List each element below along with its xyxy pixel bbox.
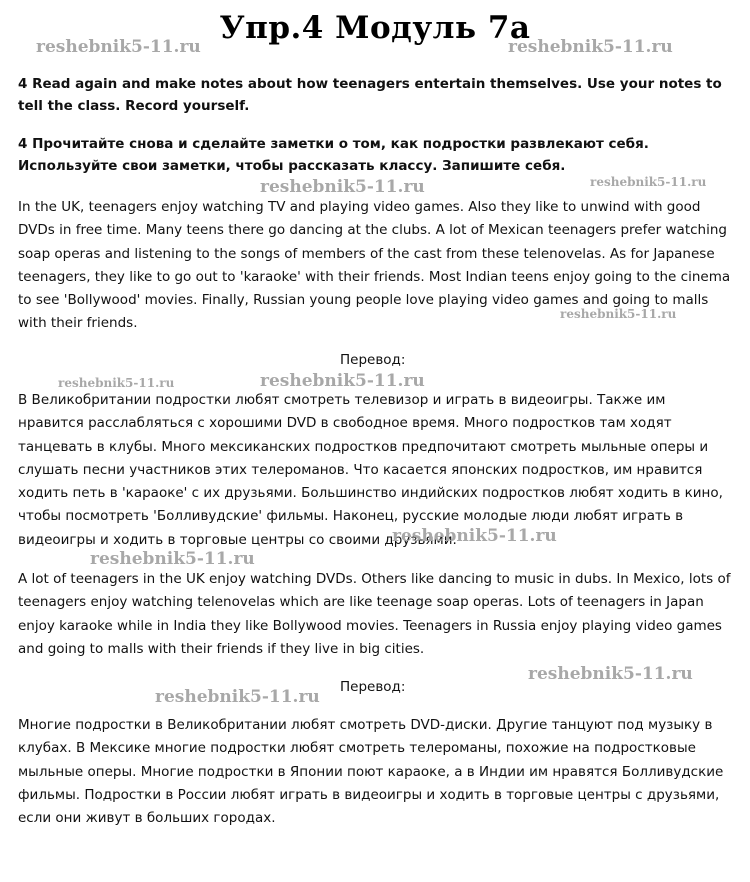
watermark: reshebnik5-11.ru (36, 37, 201, 57)
answer2-russian: Многие подростки в Великобритании любят смотреть DVD-диски. Другие танцуют под музыку в клубах. В Мексике многие подростки любят смотреть телероманы, похожие на подростковые мыльные оперы. Многие подростки в Японии поют караоке, а в Индии им нравятся Болливудские фильмы. Подростки в России любят играть в видеоигры и ходить в торговые центры с друзьями, если они живут в больших городах. (18, 717, 724, 827)
translation-label-2: Перевод: (340, 679, 406, 695)
task-english: 4 Read again and make notes about how teenagers entertain themselves. Use your notes to tell the class. Record yourself. (18, 76, 722, 114)
answer1-english: In the UK, teenagers enjoy watching TV and playing video games. Also they like to unwind with good DVDs in free time. Many teens there go dancing at the clubs. A lot of Mexican teenagers prefer watching soap operas and listening to the songs of members of the cast from these telenovelas. As for Japanese teenagers, they like to go out to 'karaoke' with their friends. Most Indian teens enjoy going to the cinema to see 'Bollywood' movies. Finally, Russian young people love playing video games and going to malls with their friends. (18, 199, 731, 332)
watermark: reshebnik5-11.ru (260, 371, 425, 391)
watermark: reshebnik5-11.ru (392, 526, 557, 546)
watermark: reshebnik5-11.ru (58, 376, 175, 390)
task-russian: 4 Прочитайте снова и сделайте заметки о том, как подростки развлекают себя. Используйте свои заметки, чтобы рассказать классу. Запишите себя. (18, 136, 649, 174)
watermark: reshebnik5-11.ru (528, 664, 693, 684)
watermark: reshebnik5-11.ru (590, 175, 707, 189)
watermark: reshebnik5-11.ru (155, 687, 320, 707)
answer1-russian: В Великобритании подростки любят смотреть телевизор и играть в видеоигры. Также им нравится расслабляться с хорошими DVD в свободное время. Много подростков там ходят танцевать в клубы. Много мексиканских подростков предпочитают смотреть мыльные оперы и слушать песни участников этих телероманов. Что касается японских подростков, им нравится ходить петь в 'караоке' с их друзьями. Большинство индийских подростков любят ходить в кино, чтобы посмотреть 'Болливудские' фильмы. Наконец, русские молодые люди любят играть в видеоигры и ходить в торговые центры со своими друзьями. (18, 392, 723, 548)
watermark: reshebnik5-11.ru (260, 177, 425, 197)
page-title: Упр.4 Модуль 7а (219, 10, 531, 46)
translation-label-1: Перевод: (340, 352, 406, 368)
watermark: reshebnik5-11.ru (90, 549, 255, 569)
answer2-english: A lot of teenagers in the UK enjoy watching DVDs. Others like dancing to music in dubs. In Mexico, lots of teenagers enjoy watching telenovelas which are like teenage soap operas. Lots of teenagers in Japan enjoy karaoke while in India they like Bollywood movies. Teenagers in Russia enjoy playing video games and going to malls with their friends if they live in big cities. (18, 571, 731, 657)
watermark: reshebnik5-11.ru (560, 307, 677, 321)
watermark: reshebnik5-11.ru (508, 37, 673, 57)
